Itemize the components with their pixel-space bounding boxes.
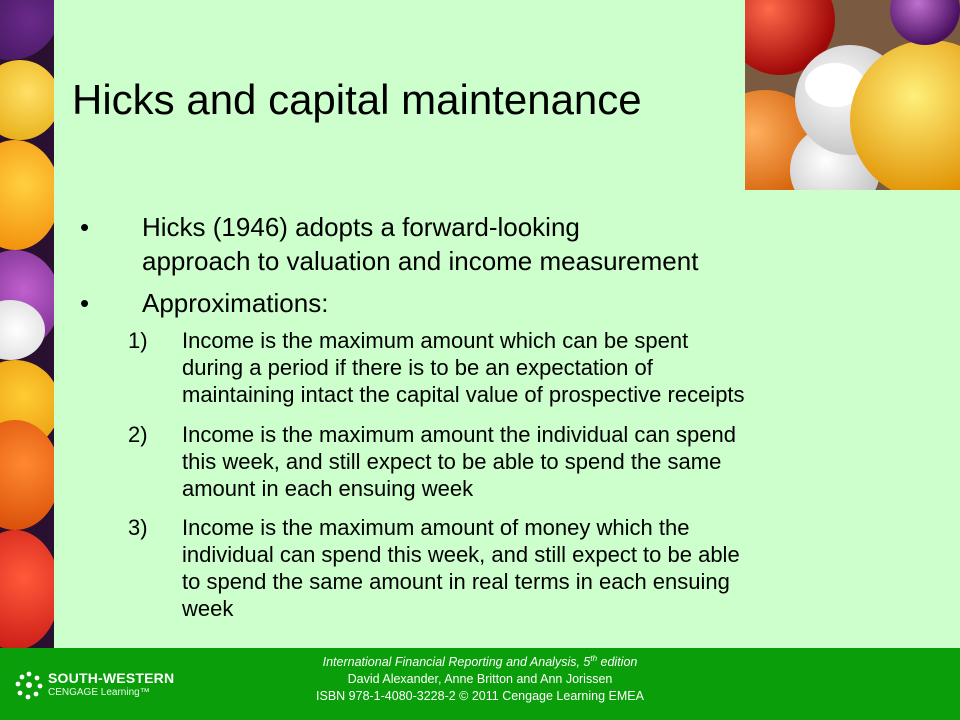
billiard-balls-photo [745,0,960,190]
numbered-item-text [182,514,882,622]
numbered-marker: 2) [128,422,148,447]
numbered-line: this week, and still expect to be able to spend the same [182,449,722,474]
slide-title: Hicks and capital maintenance [72,76,642,123]
book-authors: David Alexander, Anne Britton and Ann Jorissen [347,672,613,686]
logo-subtitle: CENGAGE Learning™ [48,687,150,698]
cengage-logo-icon [14,670,44,700]
numbered-line: week [182,596,234,621]
billiard-balls-strip-image [0,0,54,648]
numbered-item-text [182,327,882,408]
bullet-marker: • [80,212,90,242]
numbered-line: amount in each ensuing week [182,476,474,501]
bullet-text [142,286,842,320]
numbered-item-text [182,421,882,502]
south-western-logo [14,668,184,702]
numbered-line: Income is the maximum amount the individual can spend [182,422,736,447]
numbered-line: during a period if there is to be an expectation of [182,355,653,380]
bullet-line: Hicks (1946) adopts a forward-looking [142,212,580,242]
book-isbn: ISBN 978-1-4080-3228-2 © 2011 Cengage Learning EMEA [316,689,644,703]
logo-name: SOUTH-WESTERN [48,670,175,686]
bullet-line: approach to valuation and income measurement [142,246,699,276]
numbered-line: Income is the maximum amount of money which the [182,515,690,540]
numbered-marker: 3) [128,515,148,540]
numbered-line: to spend the same amount in real terms in each ensuing [182,569,730,594]
footer-credits [260,654,700,705]
footer-bar [0,648,960,720]
billiard-balls-illustration [745,0,960,190]
bullet-line: Approximations: [142,288,329,318]
numbered-line: maintaining intact the capital value of prospective receipts [182,382,745,407]
numbered-line: individual can spend this week, and still expect to be able [182,542,740,567]
bullet-text [142,210,842,278]
bullet-marker: • [80,288,90,318]
numbered-marker: 1) [128,328,148,353]
book-title: International Financial Reporting and Analysis, 5th edition [322,653,638,669]
numbered-line: Income is the maximum amount which can be spent [182,328,689,353]
